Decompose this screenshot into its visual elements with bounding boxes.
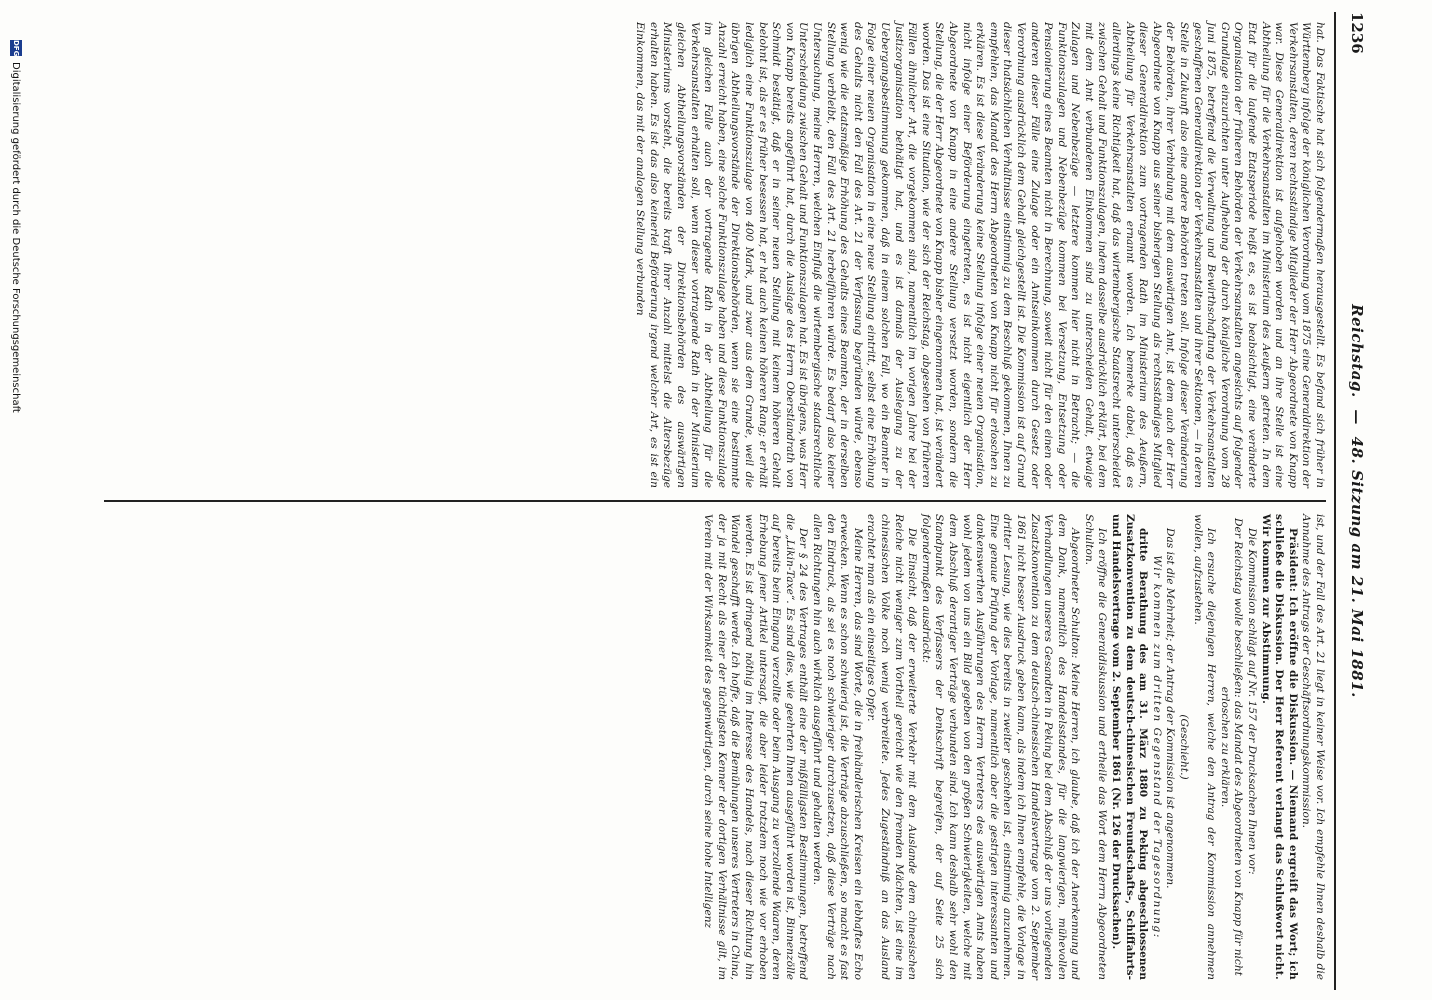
text-columns: [104, 12, 1326, 990]
paragraph: hat. Das Faktische hat sich folgendermaßen herausgestellt. Es befand sich früher in Württemberg infolge der königlichen Verordnung vom 1875 eine Generaldirektion der Verkehrsanstalten, deren rechtsständige Mitglieder der Herr Abgeordnete von Knapp war. Diese Generaldirektion ist aufgehoben worden und an ihre Stelle ist eine Abtheilung für die Verkehrsanstalten im Ministerium des Aeußern getreten. In dem Etat für die laufende Etatsperiode heißt es, es ist beabsichtigt, eine veränderte Organisation der früheren Behörden der Verkehrsanstalten angesichts auf folgender Grundlage einzurichten unter Aufhebung der durch königliche Verordnung vom 28 Juni 1875, betreffend die Verwaltung und Bewirthschaftung der Verkehrsanstalten geschaffenen Generaldirektion der Verkehrsanstalten und ihrer Sektionen, — in deren Stelle in Zukunft also eine andere Behörden treten soll. Infolge dieser Veränderung der Behörden, ihrer Verbindung mit dem auswärtigen Amt, ist dem auch der Herr Abgeordnete von Knapp aus seiner bisherigen Stellung als rechtsständiges Mitglied dieser Generaldirektion zum vortragenden Rath im Ministerium des Aeußern, Abtheilung für Verkehrsanstalten ernannt worden. Ich bemerke dabei, daß es allerdings keine Richtigkeit hat, daß das wirtembergische Staatsrecht unterscheidet zwischen Gehalt und Funktionszulagen, indem dasselbe ausdrücklich erklärt, bei dem mit dem Amt verbundenen Einkommen sind zu unterscheiden Gehalt, etwaige Zulagen und Nebenbezüge — letztere kommen hier nicht in Betracht; — die Funktionszulagen und Nebenbezüge kommen bei Versetzung, Entsetzung oder Pensionierung eines Beamten nicht in Berechnung, soweit nicht für den einen oder anderen dieser Fälle eine Zulage oder ein Amtseinkommen durch Gesetz oder Verordnung ausdrücklich dem Gehalt gleichgestellt ist. Die Kommission ist auf Grund dieser thatsächlichen Verhältnisse einstimmig zu dem Beschluß gekommen, Ihnen zu empfehlen, das Mandat des Herrn Abgeordneten von Knapp nicht für erloschen zu erklären. Es ist diese Veränderung keine Stellung infolge einer neuen Organisation, nicht infolge einer Beförderung eingetreten, es ist nicht eigentlich der Herr Abgeordnete von Knapp in eine andere Stellung versetzt worden, sondern die Stellung, die der Herr Abgeordnete von Knapp bisher eingenommen hat, ist verändert worden. Das ist eine Situation, wie der sich der Reichstag, abgesehen von früheren Fällen ähnlicher Art, die vorgekommen sind, namentlich im vorigen Jahre bei der Justizorganisation bethätigt hat, und es ist damals der Auslegung zu der Uebergangsbestimmung gekommen, daß in einem solchen Fall, wo ein Beamter in Folge einer neuen Organisation in eine neue Stellung eintritt, selbst eine Erhöhung des Gehalts nicht den Fall des Art. 21 der Verfassung begründen würde, ebenso wenig wie die etatsmäßige Erhöhung des Gehalts eines Beamten, der in derselben Stellung verbleibt, den Fall des Art. 21 herbeiführen würde. Es bedarf also keiner Untersuchung, meine Herren, welchen Einfluß die wirtembergische staatsrechtliche Unterscheidung zwischen Gehalt und Funktionszulagen hat. Es ist übrigens, was Herr von Knapp bereits angeführt hat, durch die Auslage des Herrn Oberstlandrath von Schmidt bestätigt, daß er in seiner neuen Stellung mit keinem höheren Gehalt belohnt ist, als er es früher besessen hat, er hat auch keinen höheren Rang; er erhält lediglich eine Funktionszulage von 400 Mark, und zwar aus dem Grunde, weil die übrigen Abtheilungsvorstände der Direktionsbehörden, wenn sie eine bestimmte Anzahl erreicht haben, eine solche Funktionszulage haben und diese Funktionszulage im gleichen Falle auch der vortragende Rath in der Abtheilung für die Verkehrsanstalten erhalten soll, wenn dieser vortragende Rath in der Ministerium gleichen Abtheilungsvorständen der Direktionsbehörden des auswärtigen Ministeriums vorsteht, die bereits kraft ihrer Anzahl mittelst die Altersbezüge erhalten haben. Es ist das also keinerlei Beförderung irgend welcher Art, es ist ein Einkommen, das mit der analogen Stellung verbunden: [634, 22, 1326, 488]
agenda-item: dritte Berathung des am 31. März 1880 zu Peking abgeschlossenen Zusatzkonvention zu dem deutsch-chinesischen Freundschafts-, Schiffahrts- und Handelsvertrage vom 2. September 1861 (Nr. 126 der Drucksachen).: [1110, 514, 1150, 980]
credit-text: Digitalisierung gefördert durch die Deutsche Forschungsgemeinschaft: [10, 62, 22, 413]
running-header: [1342, 12, 1372, 990]
header-separator: —: [1348, 409, 1366, 425]
paragraph: Ich ersuche diejenigen Herren, welche den Antrag der Kommission annehmen wollen, aufzustehen.: [1191, 514, 1218, 980]
paragraph: Ich eröffne die Generaldiskussion und ertheile das Wort dem Herrn Abgeordneten Schulton.: [1082, 514, 1109, 980]
speaker-paragraph: Präsident: Ich eröffne die Diskussion. — Niemand ergreift das Wort; ich schließe die Diskussion. Der Herr Referent verlangt das Schlußwort nicht. Wir kommen zur Abstimmung.: [1259, 514, 1299, 980]
session-date: am 21. Mai 1881.: [1348, 543, 1366, 698]
quotation: Die Einsicht, daß der erweiterte Verkehr mit dem Auslande dem chinesischen Reiche nicht weniger zum Vortheil gereicht wie den fremden Mächten, ist eine im chinesischen Volke noch wenig verbreitete. Jedes Zugeständniß an das Ausland erachtet man als ein einseitiges Opfer.: [865, 514, 919, 980]
paragraph: Das ist die Mehrheit; der Antrag der Kommission ist angenommen.: [1164, 528, 1177, 889]
paragraph: Der § 24 des Vertrages enthält eine der mißfälligsten Bestimmungen, betreffend die „Likin-Taxe“. Es sind dies, wie geehrten Ihnen ausgeführt worden ist, Binnenzölle auf bereits beim Eingang verzollte oder beim Ausgang zu verzollende Waaren, deren Erhebung jener Artikel untersagt, die aber leider trotzdem noch wie vor erhoben werden. Es ist dringend nöthig im Interesse des Handels, nach dieser Richtung hin Wandel geschafft werde. Ich hoffe, daß die Bemühungen unseres Vertreters in China, der ja mit Recht als einer der tüchtigsten Kenner der dortigen Verhältnisse gilt, im Verein mit der Wirksamkeit des gegenwärtigen, durch seine hohe Intelligenz: [702, 514, 810, 980]
stage-direction: (Geschieht.): [1178, 714, 1191, 780]
paragraph: Wir kommen zum dritten Gegenstand der Tagesordnung:: [1150, 555, 1163, 939]
page-body: [104, 12, 1372, 990]
page-number: 1236: [1348, 12, 1366, 54]
digitization-credit: [6, 40, 26, 413]
dfg-logo-icon: DFG: [12, 40, 20, 57]
paragraph: Die Kommission schlägt auf Nr. 157 der Drucksachen Ihnen vor:: [1246, 528, 1259, 875]
motion-text: Der Reichstag wolle beschließen: das Mandat des Abgeordneten von Knapp für nicht erloschen zu erklären.: [1218, 518, 1245, 976]
session-number: 48. Sitzung: [1348, 436, 1366, 538]
right-column: [104, 504, 1326, 990]
paragraph: Meine Herren, das sind Worte, die in freihändlerischen Kreisen ein lebhaftes Echo erwecken. Wenn es schon schwierig ist, die Verträge abzuschließen, so macht es fast den Eindruck, als sei es noch schwieriger durchzusetzen, daß diese Verträge nach allen Richtungen hin auch wirklich ausgeführt und gehalten werden.: [811, 514, 864, 980]
running-title-line: [1348, 92, 1366, 910]
speaker-paragraph: Abgeordneter Schulton: Meine Herren, ich glaube, daß ich der Anerkennung und dem Dank, namentlich des Handelsstandes, für die langwierigen, mühevollen Verhandlungen unseres Gesandten in Peking bei dem Abschluß der uns vorliegenden Zusatzkonvention zu dem deutsch-chinesischen Handelsvertrage vom 2. September 1861 nicht besser Ausdruck geben kann, als indem ich Ihnen empfehle, die Vorlage in dritter Lesung, wie dies bereits in zweiter geschehen ist, einstimmig anzunehmen. Eine genaue Prüfung der Vorlage, namentlich aber die gestrigen interessanten und dankenswerthen Ausführungen des Herrn Vertreters des auswärtigen Amts haben wohl jedem von uns ein Bild gegeben von den großen Schwierigkeiten, welche mit dem Abschluß derartiger Verträge verbunden sind. Ich kann deshalb sehr wohl den Standpunkt des Verfassers der Denkschrift begreifen, der auf Seite 25 sich folgendermaßen ausdrückt:: [919, 514, 1082, 980]
left-column: [104, 12, 1326, 498]
header-rule: [1334, 12, 1336, 990]
column-divider: [104, 500, 1326, 502]
running-title: Reichstag.: [1348, 304, 1366, 398]
paragraph: ist, und der Fall des Art. 21 liegt in keiner Weise vor. Ich empfehle Ihnen deshalb die Annahme des Antrags der Geschäftsordnungskommission.: [1300, 514, 1326, 980]
